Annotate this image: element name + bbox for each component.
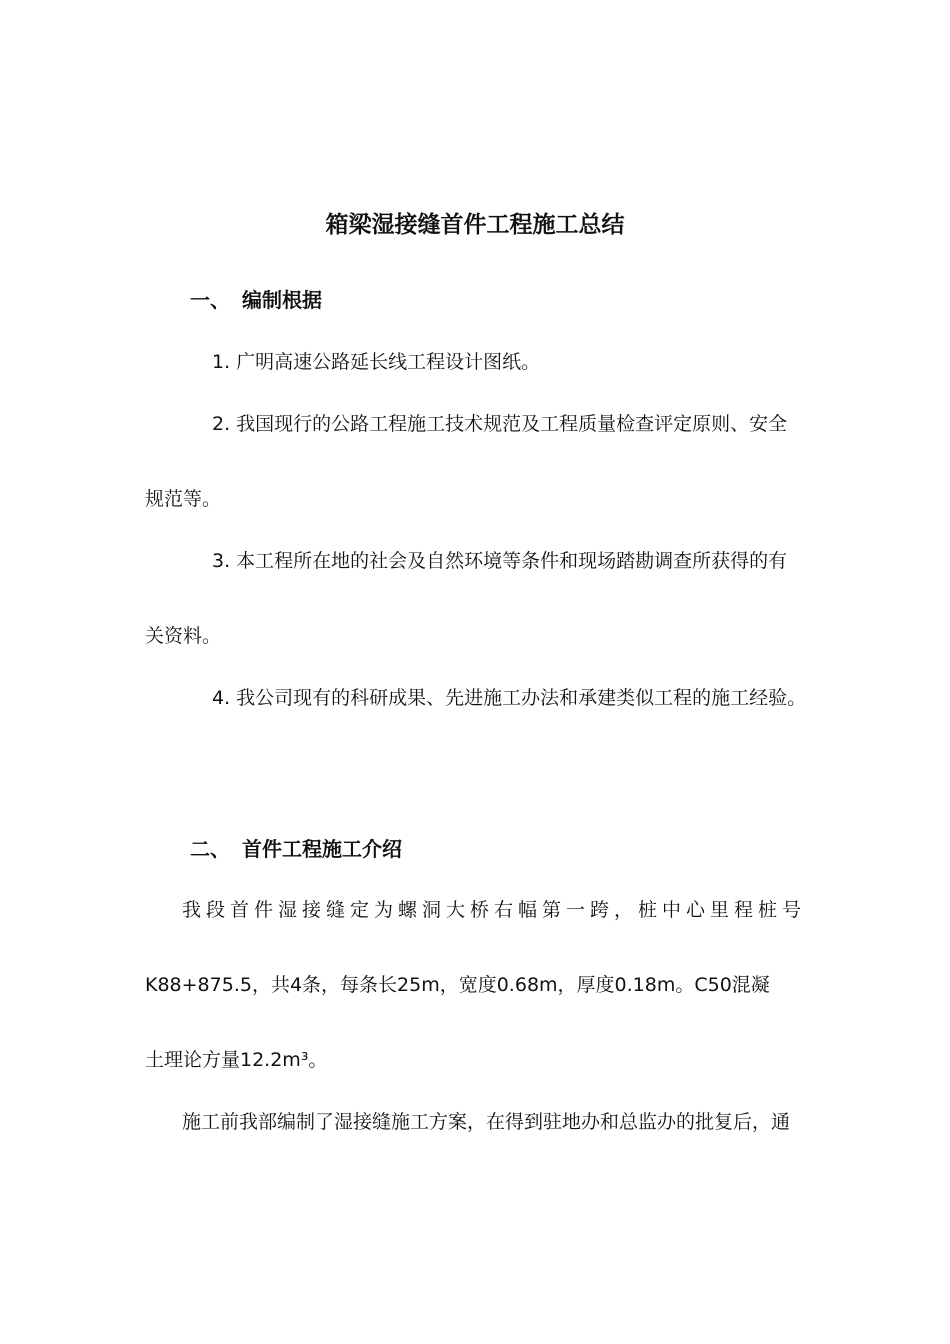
section-2-paragraph-2-line-1: 施工前我部编制了湿接缝施工方案，在得到驻地办和总监办的批复后，通 [182, 1111, 791, 1133]
section-1-item-2-cont: 规范等。 [145, 488, 222, 510]
section-2-paragraph-1-line-3: 土理论方量12.2m³。 [145, 1049, 328, 1071]
section-2-number: 二、 [190, 837, 230, 861]
section-2-paragraph-1-line-2: K88+875.5，共4条，每条长25m，宽度0.68m，厚度0.18m。C50混凝 [145, 974, 770, 996]
section-1-item-3-cont: 关资料。 [145, 625, 222, 647]
section-2-title: 首件工程施工介绍 [242, 837, 402, 861]
section-2-heading [190, 836, 402, 862]
section-1-item-2: 2. 我国现行的公路工程施工技术规范及工程质量检查评定原则、安全 [212, 413, 788, 435]
section-1-title: 编制根据 [242, 288, 322, 312]
section-1-number: 一、 [190, 288, 230, 312]
section-1-item-3: 3. 本工程所在地的社会及自然环境等条件和现场踏勘调查所获得的有 [212, 550, 788, 572]
section-1-item-1: 1. 广明高速公路延长线工程设计图纸。 [212, 351, 541, 373]
document-title: 箱梁湿接缝首件工程施工总结 [325, 211, 625, 238]
section-2-paragraph-1-line-1: 我段首件湿接缝定为螺洞大桥右幅第一跨，桩中心里程桩号 [182, 899, 805, 921]
section-1-item-4: 4. 我公司现有的科研成果、先进施工办法和承建类似工程的施工经验。 [212, 687, 807, 709]
section-1-heading [190, 287, 322, 313]
